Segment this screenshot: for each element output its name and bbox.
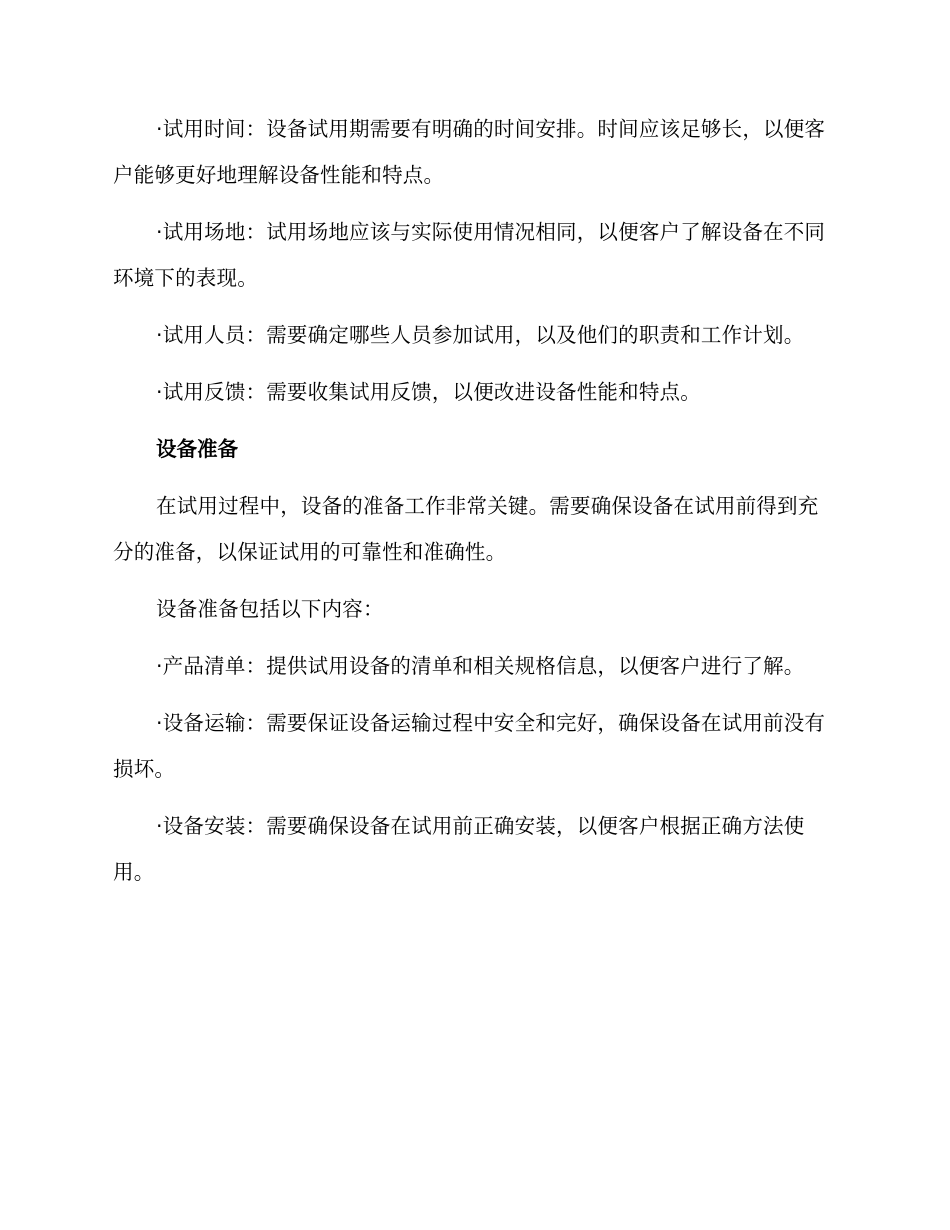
bullet-marker: · bbox=[156, 380, 163, 404]
paragraph-text: 试用人员：需要确定哪些人员参加试用，以及他们的职责和工作计划。 bbox=[162, 323, 805, 347]
bullet-marker: · bbox=[156, 323, 163, 347]
bullet-marker: · bbox=[156, 220, 163, 244]
bullet-marker: · bbox=[156, 814, 163, 838]
section-intro-paragraph: 在试用过程中，设备的准备工作非常关键。需要确保设备在试用前得到充分的准备，以保证试用的可靠性和准确性。 bbox=[113, 494, 819, 564]
paragraph-text: 设备运输：需要保证设备运输过程中安全和完好，确保设备在试用前没有损坏。 bbox=[113, 711, 826, 781]
section-lead-paragraph: 设备准备包括以下内容： bbox=[156, 597, 384, 621]
paragraph-text: 试用场地：试用场地应该与实际使用情况相同，以便客户了解设备在不同环境下的表现。 bbox=[113, 220, 826, 290]
paragraph-text: 试用反馈：需要收集试用反馈，以便改进设备性能和特点。 bbox=[162, 380, 701, 404]
section-heading: 设备准备 bbox=[156, 437, 238, 461]
paragraph-text: 设备安装：需要确保设备在试用前正确安装，以便客户根据正确方法使用。 bbox=[113, 814, 805, 884]
bullet-marker: · bbox=[156, 711, 163, 735]
bullet-paragraph-installation bbox=[113, 803, 831, 895]
bullet-paragraph-trial-site bbox=[113, 209, 831, 301]
bullet-paragraph-trial-time bbox=[113, 106, 831, 198]
document-page bbox=[113, 106, 831, 906]
paragraph-text: 产品清单：提供试用设备的清单和相关规格信息，以便客户进行了解。 bbox=[162, 654, 805, 678]
bullet-marker: · bbox=[156, 117, 163, 141]
bullet-paragraph-product-list bbox=[113, 643, 831, 689]
bullet-marker: · bbox=[156, 654, 163, 678]
bullet-paragraph-transport bbox=[113, 700, 831, 792]
paragraph-text: 试用时间：设备试用期需要有明确的时间安排。时间应该足够长，以便客户能够更好地理解设备性能和特点。 bbox=[113, 117, 826, 187]
bullet-paragraph-trial-staff bbox=[113, 312, 831, 358]
bullet-paragraph-trial-feedback bbox=[113, 369, 831, 415]
